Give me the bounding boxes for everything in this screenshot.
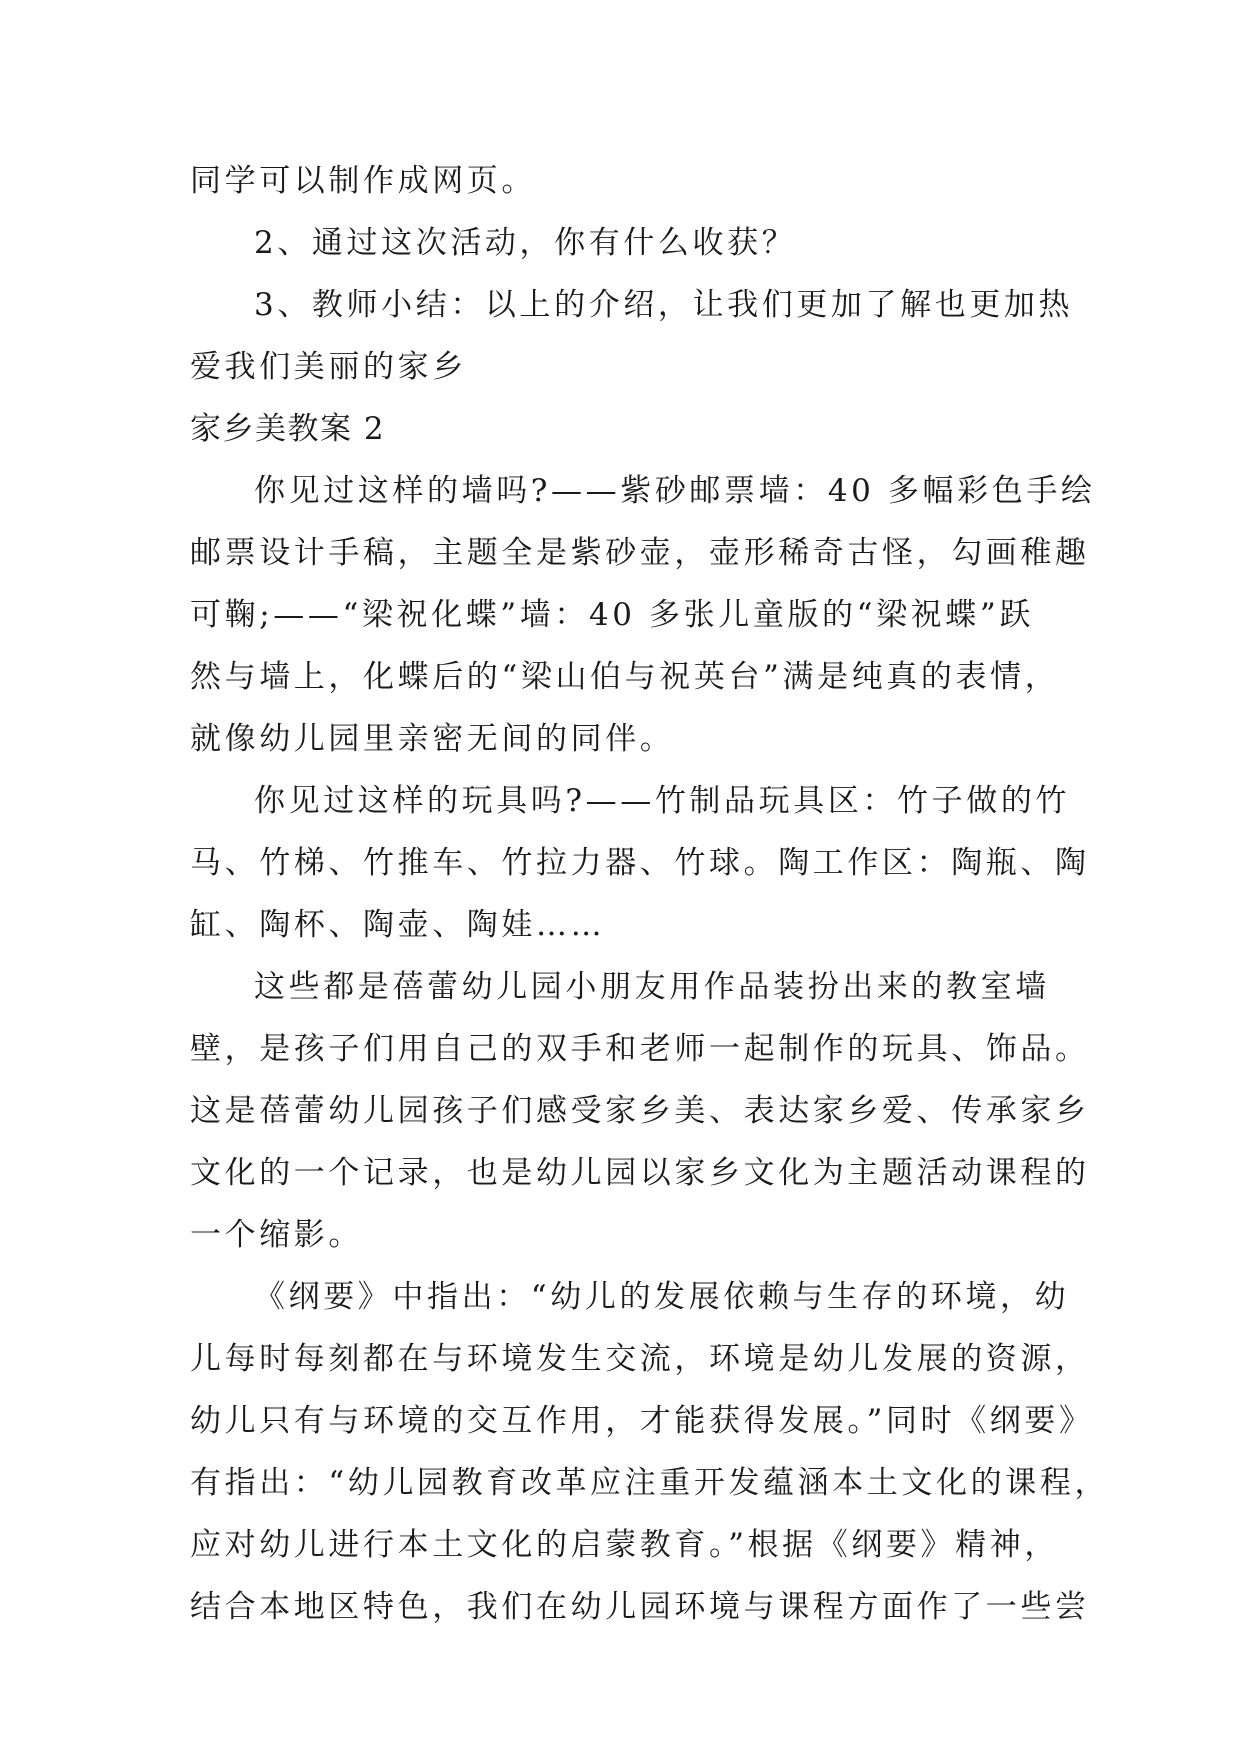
text-line: 文化的一个记录，也是幼儿园以家乡文化为主题活动课程的 <box>190 1155 1090 1191</box>
text-line: 结合本地区特色，我们在幼儿园环境与课程方面作了一些尝 <box>190 1589 1090 1625</box>
text-line: 爱我们美丽的家乡 <box>190 349 467 385</box>
text-line: 一个缩影。 <box>190 1217 363 1253</box>
text-line: 2、通过这次活动，你有什么收获？ <box>254 225 797 261</box>
text-line: 《纲要》中指出：“幼儿的发展依赖与生存的环境，幼 <box>254 1279 1070 1315</box>
text-line: 你见过这样的墙吗?——紫砂邮票墙：40 多幅彩色手绘 <box>254 473 1096 509</box>
text-line: 就像幼儿园里亲密无间的同伴。 <box>190 721 675 757</box>
document-body <box>190 150 1110 1638</box>
text-line: 这是蓓蕾幼儿园孩子们感受家乡美、表达家乡爱、传承家乡 <box>190 1093 1090 1129</box>
text-line: 儿每时每刻都在与环境发生交流，环境是幼儿发展的资源， <box>190 1341 1090 1377</box>
text-line: 同学可以制作成网页。 <box>190 163 536 199</box>
text-line: 你见过这样的玩具吗?——竹制品玩具区：竹子做的竹 <box>254 783 1071 819</box>
text-line: 可鞠;——“梁祝化蝶”墙：40 多张儿童版的“梁祝蝶”跃 <box>190 597 1034 633</box>
text-line: 马、竹梯、竹推车、竹拉力器、竹球。陶工作区：陶瓶、陶 <box>190 845 1090 881</box>
text-line: 应对幼儿进行本土文化的启蒙教育。”根据《纲要》精神， <box>190 1527 1059 1563</box>
text-line: 3、教师小结：以上的介绍，让我们更加了解也更加热 <box>254 287 1074 323</box>
text-line: 幼儿只有与环境的交互作用，才能获得发展。”同时《纲要》 <box>190 1403 1094 1439</box>
text-line: 这些都是蓓蕾幼儿园小朋友用作品装扮出来的教室墙 <box>254 969 1050 1005</box>
text-line: 壁，是孩子们用自己的双手和老师一起制作的玩具、饰品。 <box>190 1031 1090 1067</box>
section-heading: 家乡美教案 2 <box>190 411 386 447</box>
text-line: 缸、陶杯、陶壶、陶娃…… <box>190 907 606 943</box>
text-line: 然与墙上，化蝶后的“梁山伯与祝英台”满是纯真的表情， <box>190 659 1060 695</box>
text-line: 邮票设计手稿，主题全是紫砂壶，壶形稀奇古怪，勾画稚趣 <box>190 535 1090 571</box>
text-line: 有指出：“幼儿园教育改革应注重开发蕴涵本土文化的课程， <box>190 1465 1110 1501</box>
